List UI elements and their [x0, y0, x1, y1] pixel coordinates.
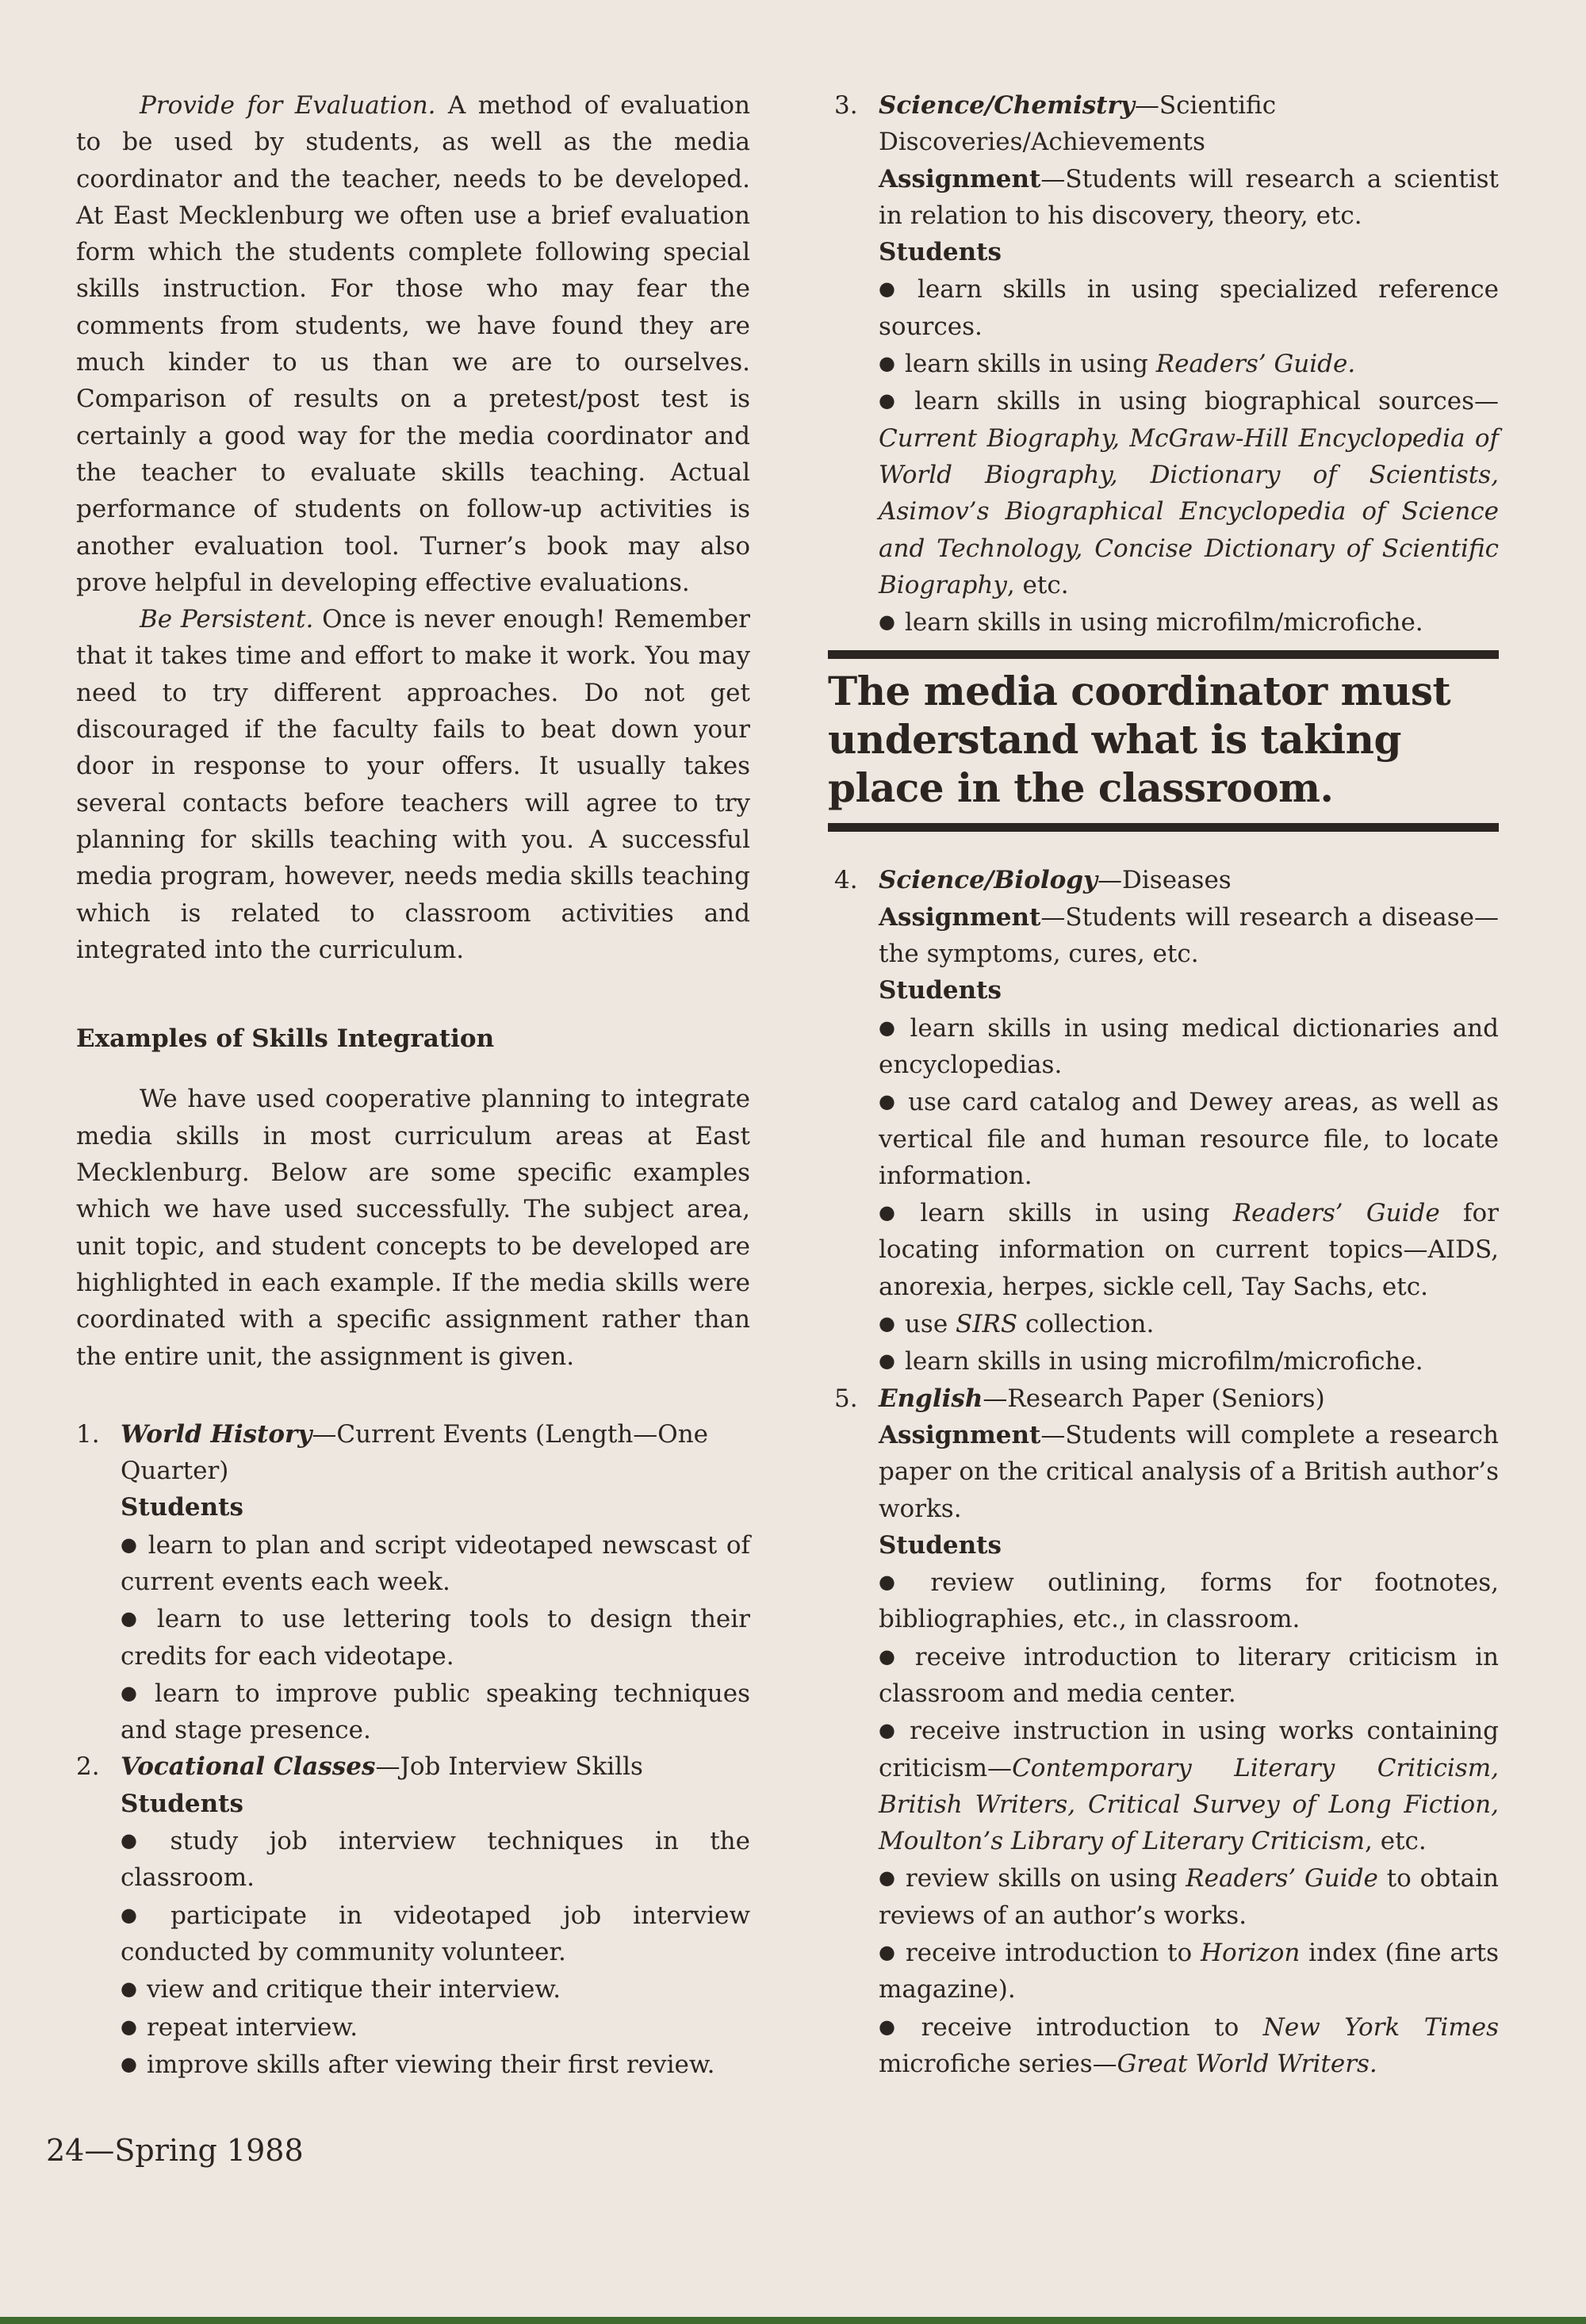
example-number: 1.	[76, 1419, 100, 1449]
example-item	[834, 1380, 1499, 2083]
assignment	[879, 1417, 1499, 1527]
example-number: 2.	[76, 1752, 100, 1782]
assignment-text: —Students will complete a research paper on the critical analysis of a British author’s works.	[879, 1420, 1499, 1523]
example-topic: —Diseases	[1098, 866, 1232, 895]
bullet-item	[879, 2008, 1499, 2083]
bullet-text: collection.	[1017, 1310, 1155, 1339]
bullet-item: ● view and critique their interview.	[121, 1970, 750, 2008]
example-title	[121, 1748, 750, 1785]
title-horizon: Horizon	[1200, 1939, 1301, 1968]
bullet-item	[879, 345, 1499, 382]
bullet-item	[879, 1934, 1499, 2008]
students-label: Students	[879, 238, 1002, 267]
bullet-text: learn skills in using biographical sources—	[914, 387, 1499, 416]
example-subject: English	[879, 1384, 983, 1413]
example-item	[834, 862, 1499, 1380]
bullet-item: ● review outlining, forms for footnotes, bibliographies, etc., in classroom.	[879, 1564, 1499, 1638]
bullet-item: ● participate in videotaped job interview conducted by community volunteer.	[121, 1897, 750, 1971]
pull-quote-text: The media coordinator must understand what is taking place in the classroom.	[828, 668, 1451, 812]
example-item	[76, 1416, 750, 1749]
bullet-text: microfiche series—	[879, 2049, 1117, 2078]
bullet-item	[879, 1712, 1499, 1859]
persistent-paragraph	[76, 601, 750, 968]
bullet-item	[879, 382, 1499, 603]
bullet-item: ● learn skills in using medical dictionaries and encyclopedias.	[879, 1009, 1499, 1084]
bullet-item	[879, 1305, 1499, 1342]
example-item	[834, 87, 1499, 641]
title-readers-guide: Readers’ Guide	[1232, 1199, 1440, 1228]
bullet-text: use	[904, 1310, 956, 1339]
bullet-item: ● learn skills in using specialized reference sources.	[879, 270, 1499, 345]
assignment-label: Assignment	[879, 164, 1041, 193]
persistent-lead-in: Be Persistent.	[140, 605, 314, 634]
bullet-item: ● learn skills in using microfilm/microfiche.	[879, 1342, 1499, 1380]
example-topic: —Job Interview Skills	[375, 1752, 643, 1782]
assignment-text: —Students will research a scientist in relation to his discovery, theory, etc.	[879, 164, 1499, 230]
evaluation-lead-in: Provide for Evaluation.	[140, 91, 436, 120]
bullet-text: receive instruction in using works containing criticism—	[879, 1717, 1500, 1782]
bullet-text: receive introduction to	[921, 2012, 1263, 2042]
bullet-item: ● receive introduction to literary criticism in classroom and media center.	[879, 1638, 1499, 1713]
intro-paragraph: We have used cooperative planning to integrate media skills in most curriculum areas at East Mecklenburg. Below are some specific examples which we have used successfully. The subject area, unit topic, and student concepts to be developed are highlighted in each example. If the media skills were coordinated with a specific assignment rather than the entire unit, the assignment is given.	[76, 1085, 750, 1371]
bullet-item	[879, 1859, 1499, 1934]
example-subject: Vocational Classes	[121, 1752, 376, 1782]
pull-quote-bottom-rule	[828, 823, 1499, 832]
section-heading: Examples of Skills Integration	[76, 1024, 495, 1054]
criticism-titles: Contemporary Literary Criticism, British Writers, Critical Survey of Long Fiction, Moulton’s Library of Literary Criticism	[879, 1753, 1499, 1856]
assignment-label: Assignment	[879, 1420, 1041, 1449]
bullet-text: learn skills in using	[904, 350, 1156, 379]
students-label: Students	[879, 1530, 1002, 1560]
evaluation-text: A method of evaluation to be used by students, as well as the media coordinator and the teacher, needs to be developed. At East Mecklenburg we often use a brief evaluation form which the students complete following special skills instruction. For those who may fear the comments from students, we have found they are much kinder to us than we are to ourselves. Comparison of results on a pretest/post test is certainly a good way for the media coordinator and the teacher to evaluate skills teaching. Actual performance of students on follow-up activities is another evaluation tool. Turner’s book may also prove helpful in developing effective evaluations.	[76, 91, 750, 597]
pull-quote	[828, 650, 1499, 832]
bullet-item	[879, 1194, 1499, 1305]
left-column	[76, 87, 750, 2083]
bullet-item: ● repeat interview.	[121, 2008, 750, 2046]
example-subject: Science/Biology	[879, 866, 1098, 895]
bullet-item: ● learn to plan and script videotaped newscast of current events each week.	[121, 1526, 750, 1601]
example-title	[879, 862, 1499, 898]
title-great-world-writers: Great World Writers.	[1117, 2049, 1377, 2078]
persistent-text: Once is never enough! Remember that it takes time and effort to make it work. You may need to try different approaches. Do not get discouraged if the faculty fails to beat down your door in response to your offers. It usually takes several contacts before teachers will agree to try planning for skills teaching with you. A successful media program, however, needs media skills teaching which is related to classroom activities and integrated into the curriculum.	[76, 605, 750, 964]
example-number: 5.	[834, 1384, 858, 1413]
bullet-item: ● learn to improve public speaking techniques and stage presence.	[121, 1675, 750, 1749]
students-label: Students	[121, 1789, 243, 1818]
title-new-york-times: New York Times	[1262, 2012, 1499, 2042]
assignment	[879, 899, 1499, 973]
title-readers-guide: Readers’ Guide.	[1155, 350, 1356, 379]
bullet-text: to obtain reviews of an author’s works.	[879, 1864, 1499, 1930]
example-number: 3.	[834, 91, 858, 120]
assignment-text: —Students will research a disease—the symptoms, cures, etc.	[879, 902, 1499, 969]
right-column	[828, 87, 1500, 2082]
example-topic: —Research Paper (Seniors)	[983, 1384, 1325, 1413]
title-readers-guide: Readers’ Guide	[1186, 1864, 1378, 1893]
bullet-text: learn skills in using	[920, 1199, 1233, 1228]
bullet-text: review skills on using	[905, 1864, 1186, 1893]
example-topic: —Scientific Discoveries/Achievements	[879, 91, 1277, 157]
bullet-item: ● study job interview techniques in the classroom.	[121, 1822, 750, 1897]
example-topic: —Current Events (Length—One Quarter)	[121, 1419, 709, 1486]
pull-quote-top-rule	[828, 650, 1499, 659]
example-title	[121, 1416, 750, 1490]
bullet-text: receive introduction to	[905, 1939, 1201, 1968]
example-title	[879, 87, 1499, 161]
bullet-item: ● learn to use lettering tools to design their credits for each videotape.	[121, 1600, 750, 1675]
bullet-item: ● improve skills after viewing their first review.	[121, 2046, 750, 2083]
bottom-green-strip	[0, 2317, 1586, 2324]
example-item	[76, 1748, 750, 2083]
evaluation-paragraph	[76, 87, 750, 601]
example-subject: World History	[121, 1419, 312, 1449]
page-footer: 24—Spring 1988	[46, 2133, 304, 2168]
bullet-text: , etc.	[1365, 1827, 1427, 1856]
example-title	[879, 1380, 1499, 1417]
bullet-text: for locating information on current topics—AIDS, anorexia, herpes, sickle cell, Tay Sachs, etc.	[879, 1199, 1499, 1301]
assignment	[879, 161, 1499, 235]
example-subject: Science/Chemistry	[879, 91, 1135, 120]
assignment-label: Assignment	[879, 902, 1041, 932]
bullet-text: index (fine arts magazine).	[879, 1939, 1499, 2004]
biographical-titles: Current Biography, McGraw-Hill Encyclopedia of World Biography, Dictionary of Scientists, Asimov’s Biographical Encyclopedia of Science and Technology, Concise Dictionary of Scientific Biography	[879, 423, 1499, 599]
bullet-item: ● use card catalog and Dewey areas, as well as vertical file and human resource file, to locate information.	[879, 1083, 1499, 1194]
students-label: Students	[121, 1493, 243, 1522]
bullet-text: , etc.	[1006, 570, 1069, 599]
students-label: Students	[879, 976, 1002, 1005]
title-sirs: SIRS	[956, 1310, 1018, 1339]
example-number: 4.	[834, 866, 858, 895]
bullet-item: ● learn skills in using microfilm/microfiche.	[879, 603, 1499, 641]
